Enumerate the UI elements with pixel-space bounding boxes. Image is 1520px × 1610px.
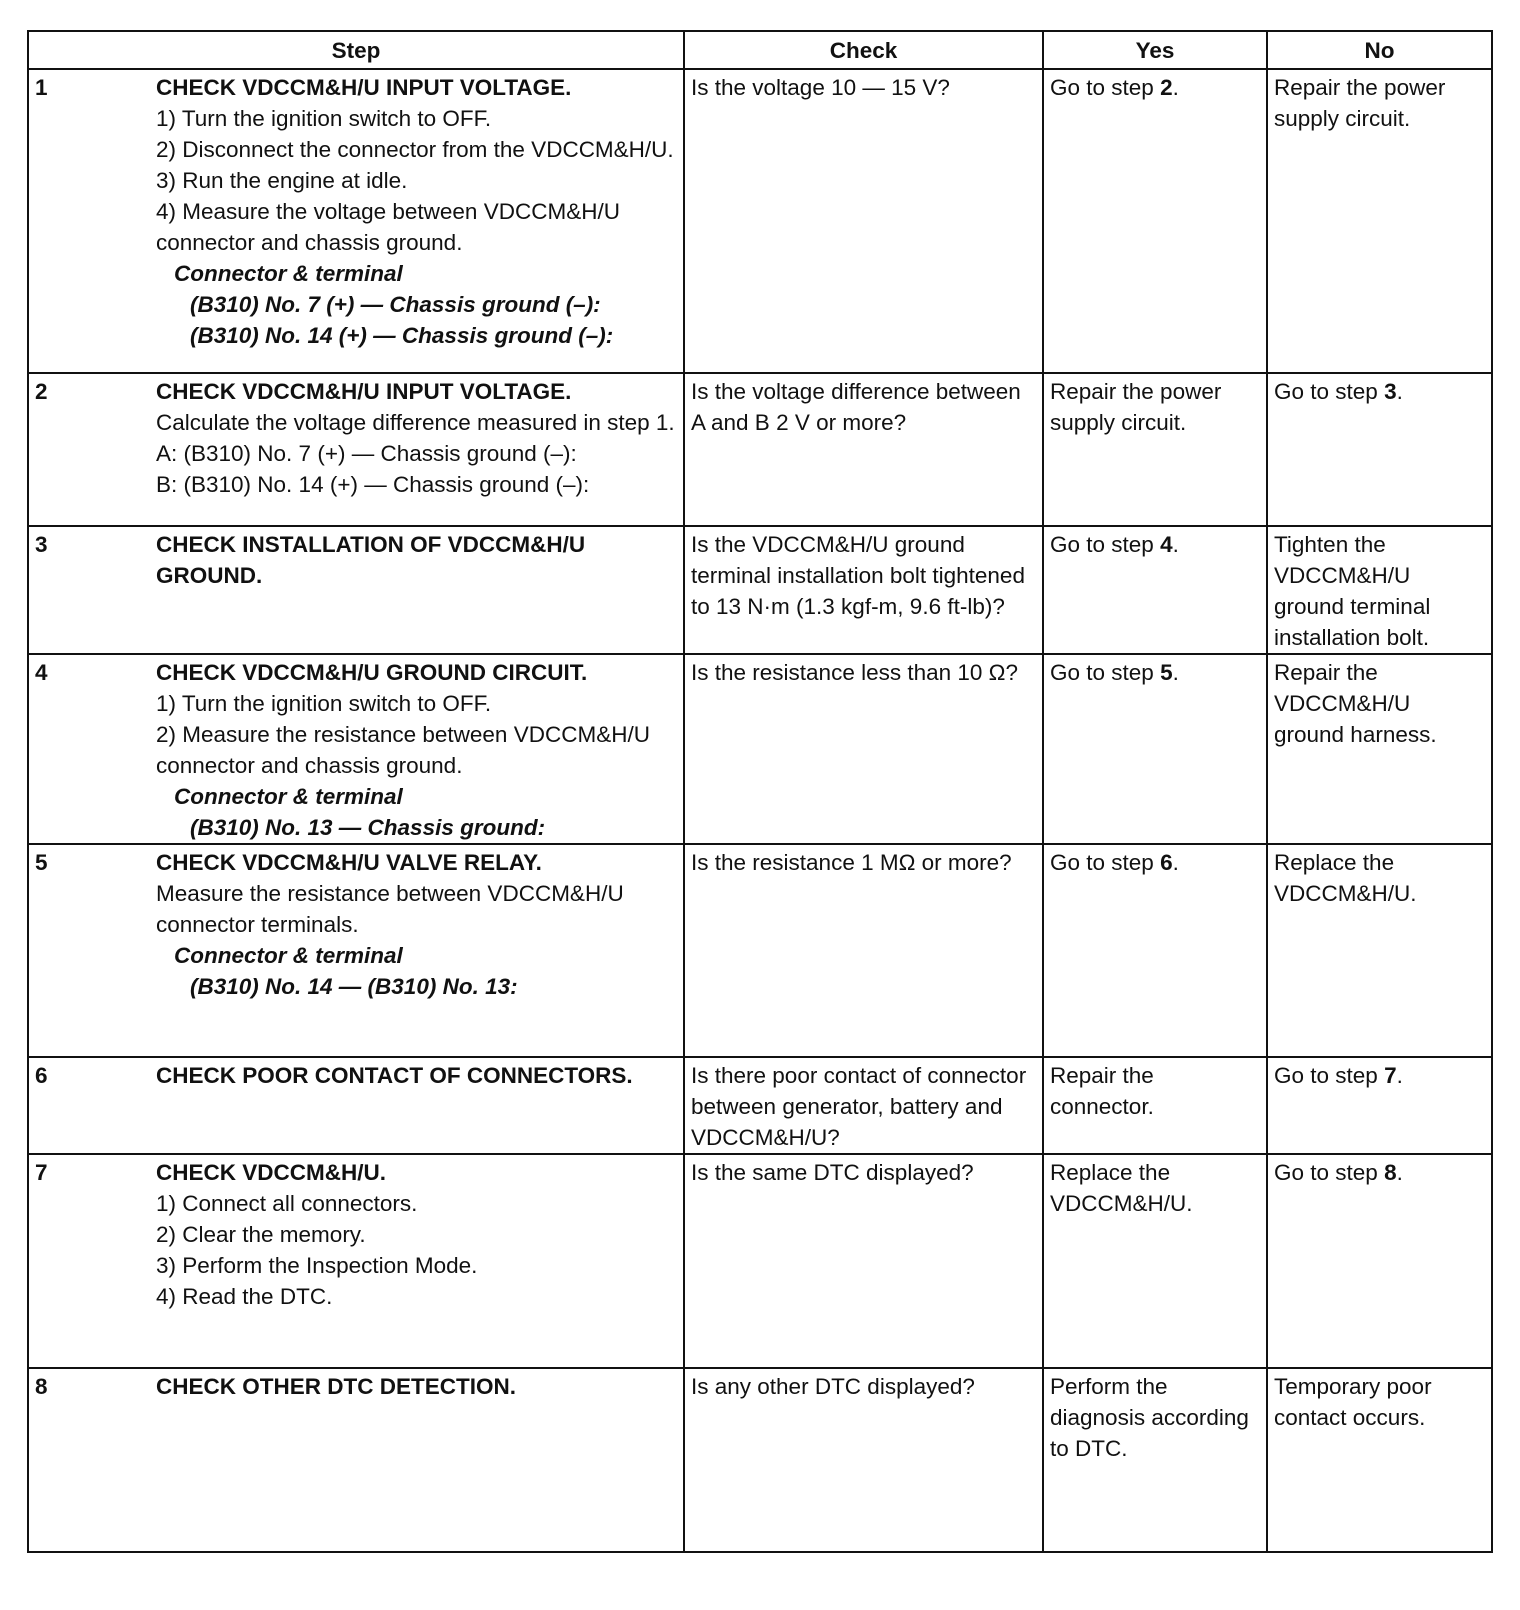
- connector-terminal-label: Connector & terminal: [174, 261, 403, 286]
- step-instruction: 3) Perform the Inspection Mode.: [156, 1253, 478, 1278]
- step-title: CHECK POOR CONTACT OF CONNECTORS.: [156, 1063, 633, 1088]
- yes-suffix: .: [1172, 660, 1179, 685]
- step-instruction: 3) Run the engine at idle.: [156, 168, 408, 193]
- yes-cell: [1043, 526, 1267, 654]
- step-cell: [28, 526, 684, 654]
- step-cell: [28, 1368, 684, 1552]
- table-body: [28, 69, 1492, 1552]
- no-text: Go to step: [1274, 1160, 1385, 1185]
- no-action: [1274, 72, 1486, 134]
- yes-action: [1050, 847, 1261, 878]
- check-cell: [684, 1057, 1043, 1154]
- connector-terminal-value: (B310) No. 7 (+) — Chassis ground (–):: [190, 292, 601, 317]
- yes-step-ref: 5: [1160, 660, 1173, 685]
- no-cell: [1267, 1057, 1492, 1154]
- no-action: [1274, 1060, 1486, 1091]
- step-cell: [28, 69, 684, 373]
- check-cell: [684, 1154, 1043, 1368]
- step-instruction: Measure the resistance between VDCCM&H/U connector terminals.: [156, 881, 624, 937]
- table-row: [28, 1154, 1492, 1368]
- step-instruction: 2) Disconnect the connector from the VDCCM&H/U.: [156, 137, 674, 162]
- header-check: Check: [684, 31, 1043, 69]
- step-instruction: 1) Turn the ignition switch to OFF.: [156, 691, 492, 716]
- no-step-ref: 3: [1384, 379, 1397, 404]
- diagnostic-table: [27, 30, 1493, 1553]
- step-instruction: 2) Measure the resistance between VDCCM&H/U connector and chassis ground.: [156, 722, 650, 778]
- yes-cell: [1043, 1368, 1267, 1552]
- step-title: CHECK VDCCM&H/U.: [156, 1160, 386, 1185]
- yes-text: Repair the power supply circuit.: [1050, 379, 1222, 435]
- connector-terminal-value: (B310) No. 14 (+) — Chassis ground (–):: [190, 323, 614, 348]
- no-action: [1274, 1371, 1486, 1433]
- step-number: 2: [35, 379, 48, 404]
- step-number: 8: [35, 1374, 48, 1399]
- no-cell: [1267, 1154, 1492, 1368]
- no-suffix: .: [1396, 379, 1403, 404]
- no-step-ref: 7: [1384, 1063, 1397, 1088]
- no-step-ref: 8: [1384, 1160, 1397, 1185]
- yes-action: [1050, 1157, 1261, 1219]
- step-cell: [28, 654, 684, 844]
- check-question: Is there poor contact of connector between generator, battery and VDCCM&H/U?: [691, 1063, 1027, 1150]
- check-question: Is the resistance 1 MΩ or more?: [691, 850, 1012, 875]
- step-cell: [28, 1057, 684, 1154]
- header-step: Step: [28, 31, 684, 69]
- no-action: [1274, 1157, 1486, 1188]
- no-text: Go to step: [1274, 1063, 1385, 1088]
- yes-action: [1050, 529, 1261, 560]
- yes-cell: [1043, 373, 1267, 526]
- yes-suffix: .: [1172, 532, 1179, 557]
- check-question: Is the voltage difference between A and B 2 V or more?: [691, 379, 1021, 435]
- connector-terminal-value: (B310) No. 14 — (B310) No. 13:: [190, 974, 518, 999]
- no-text: Go to step: [1274, 379, 1385, 404]
- check-question: Is the resistance less than 10 Ω?: [691, 660, 1018, 685]
- yes-suffix: .: [1172, 850, 1179, 875]
- check-cell: [684, 1368, 1043, 1552]
- header-row: [28, 31, 1492, 69]
- yes-text: Replace the VDCCM&H/U.: [1050, 1160, 1193, 1216]
- step-number: 4: [35, 660, 48, 685]
- check-question: Is any other DTC displayed?: [691, 1374, 975, 1399]
- yes-cell: [1043, 1154, 1267, 1368]
- check-question: Is the voltage 10 — 15 V?: [691, 75, 950, 100]
- no-cell: [1267, 844, 1492, 1057]
- connector-terminal-label: Connector & terminal: [174, 784, 403, 809]
- step-cell: [28, 1154, 684, 1368]
- step-instruction: 4) Measure the voltage between VDCCM&H/U connector and chassis ground.: [156, 199, 620, 255]
- yes-step-ref: 6: [1160, 850, 1173, 875]
- step-instruction: 1) Turn the ignition switch to OFF.: [156, 106, 492, 131]
- yes-action: [1050, 657, 1261, 688]
- table-row: [28, 526, 1492, 654]
- no-text: Repair the power supply circuit.: [1274, 75, 1446, 131]
- connector-terminal-label: Connector & terminal: [174, 943, 403, 968]
- step-number: 1: [35, 75, 48, 100]
- yes-cell: [1043, 654, 1267, 844]
- step-title: CHECK VDCCM&H/U GROUND CIRCUIT.: [156, 660, 588, 685]
- step-number: 3: [35, 532, 48, 557]
- no-cell: [1267, 69, 1492, 373]
- table-row: [28, 1368, 1492, 1552]
- yes-cell: [1043, 69, 1267, 373]
- yes-text: Go to step: [1050, 850, 1161, 875]
- step-number: 6: [35, 1063, 48, 1088]
- table-row: [28, 69, 1492, 373]
- yes-action: [1050, 1060, 1261, 1122]
- yes-action: [1050, 376, 1261, 438]
- check-cell: [684, 69, 1043, 373]
- step-instruction: Calculate the voltage difference measured in step 1.: [156, 410, 675, 435]
- no-action: [1274, 657, 1486, 750]
- yes-text: Go to step: [1050, 75, 1161, 100]
- yes-cell: [1043, 1057, 1267, 1154]
- table-row: [28, 373, 1492, 526]
- step-title: CHECK VDCCM&H/U INPUT VOLTAGE.: [156, 75, 572, 100]
- step-cell: [28, 373, 684, 526]
- yes-suffix: .: [1172, 75, 1179, 100]
- no-suffix: .: [1396, 1160, 1403, 1185]
- yes-action: [1050, 72, 1261, 103]
- check-cell: [684, 526, 1043, 654]
- header-yes: Yes: [1043, 31, 1267, 69]
- step-title: CHECK OTHER DTC DETECTION.: [156, 1374, 516, 1399]
- header-no: No: [1267, 31, 1492, 69]
- step-title: CHECK VDCCM&H/U VALVE RELAY.: [156, 850, 542, 875]
- step-number: 5: [35, 850, 48, 875]
- step-instruction: 1) Connect all connectors.: [156, 1191, 418, 1216]
- yes-step-ref: 4: [1160, 532, 1173, 557]
- no-action: [1274, 847, 1486, 909]
- yes-text: Repair the connector.: [1050, 1063, 1154, 1119]
- check-cell: [684, 373, 1043, 526]
- no-action: [1274, 376, 1486, 407]
- check-question: Is the VDCCM&H/U ground terminal installation bolt tightened to 13 N·m (1.3 kgf-m, 9.6 ft-lb)?: [691, 532, 1025, 619]
- yes-text: Go to step: [1050, 660, 1161, 685]
- no-text: Repair the VDCCM&H/U ground harness.: [1274, 660, 1437, 747]
- check-question: Is the same DTC displayed?: [691, 1160, 974, 1185]
- step-instruction: 4) Read the DTC.: [156, 1284, 333, 1309]
- no-suffix: .: [1396, 1063, 1403, 1088]
- yes-text: Go to step: [1050, 532, 1161, 557]
- table-row: [28, 1057, 1492, 1154]
- step-title: CHECK INSTALLATION OF VDCCM&H/U GROUND.: [156, 532, 586, 588]
- no-text: Tighten the VDCCM&H/U ground terminal installation bolt.: [1274, 532, 1431, 650]
- step-instruction: 2) Clear the memory.: [156, 1222, 366, 1247]
- yes-step-ref: 2: [1160, 75, 1173, 100]
- table-row: [28, 844, 1492, 1057]
- no-cell: [1267, 373, 1492, 526]
- connector-terminal-value: (B310) No. 13 — Chassis ground:: [190, 815, 546, 840]
- step-instruction: B: (B310) No. 14 (+) — Chassis ground (–):: [156, 472, 590, 497]
- no-cell: [1267, 1368, 1492, 1552]
- step-instruction: A: (B310) No. 7 (+) — Chassis ground (–):: [156, 441, 577, 466]
- check-cell: [684, 654, 1043, 844]
- no-action: [1274, 529, 1486, 653]
- table-row: [28, 654, 1492, 844]
- step-cell: [28, 844, 684, 1057]
- step-title: CHECK VDCCM&H/U INPUT VOLTAGE.: [156, 379, 572, 404]
- check-cell: [684, 844, 1043, 1057]
- yes-text: Perform the diagnosis according to DTC.: [1050, 1374, 1249, 1461]
- no-text: Replace the VDCCM&H/U.: [1274, 850, 1417, 906]
- step-number: 7: [35, 1160, 48, 1185]
- yes-action: [1050, 1371, 1261, 1464]
- no-cell: [1267, 654, 1492, 844]
- no-cell: [1267, 526, 1492, 654]
- no-text: Temporary poor contact occurs.: [1274, 1374, 1432, 1430]
- yes-cell: [1043, 844, 1267, 1057]
